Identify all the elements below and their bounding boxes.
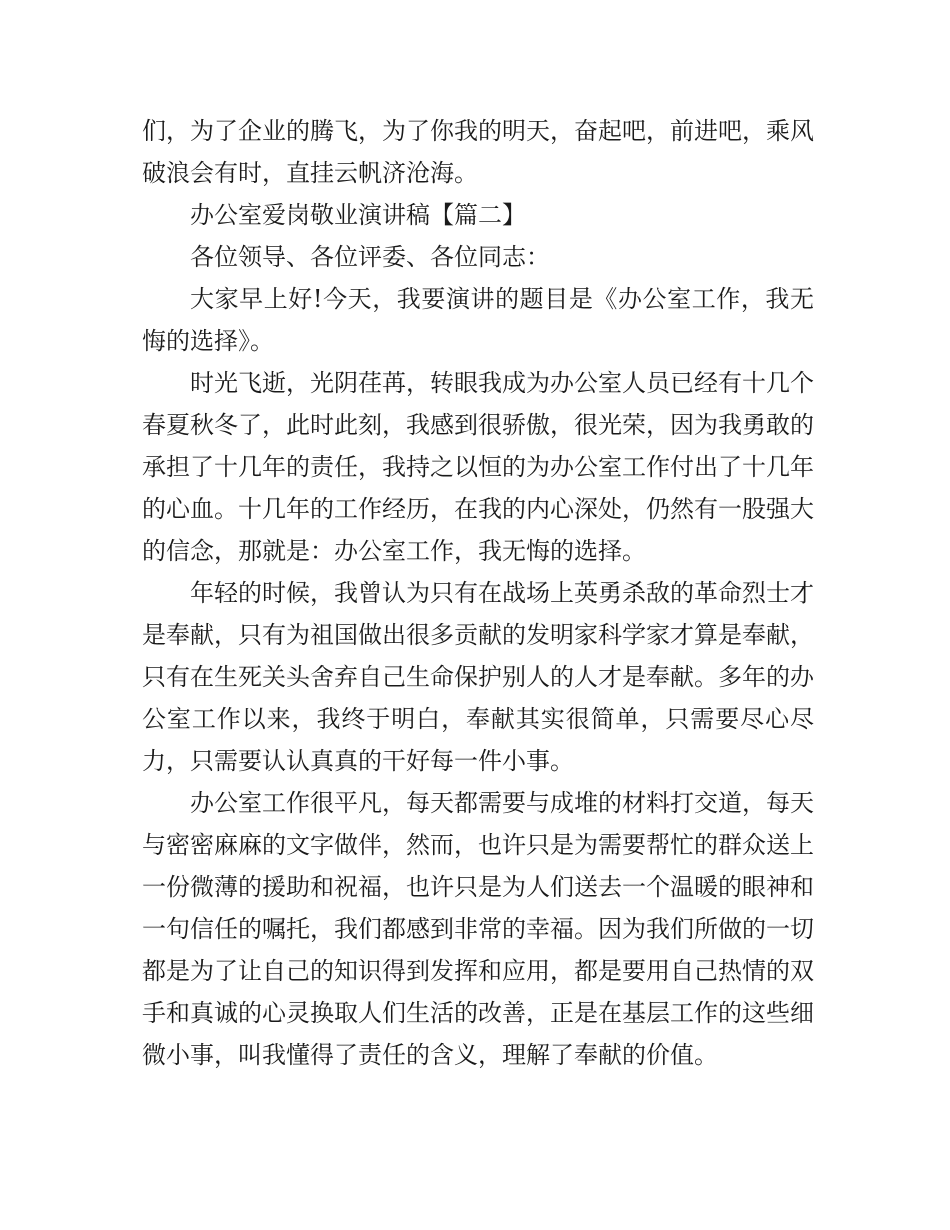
paragraph-body: 时光飞逝，光阴荏苒，转眼我成为办公室人员已经有十几个春夏秋冬了，此时此刻，我感到很骄傲，很光荣，因为我勇敢的承担了十几年的责任，我持之以恒的为办公室工作付出了十几年的心血。十几年的工作经历，在我的内心深处，仍然有一股强大的信念，那就是：办公室工作，我无悔的选择。 — [142, 369, 814, 565]
salutation: 各位领导、各位评委、各位同志： — [190, 243, 550, 271]
paragraph-body: 年轻的时候，我曾认为只有在战场上英勇杀敌的革命烈士才是奉献，只有为祖国做出很多贡献的发明家科学家才算是奉献，只有在生死关头舍弃自己生命保护别人的人才是奉献。多年的办公室工作以来，我终于明白，奉献其实很简单，只需要尽心尽力，只需要认认真真的干好每一件小事。 — [142, 579, 814, 775]
paragraph-continuation: 们，为了企业的腾飞，为了你我的明天，奋起吧，前进吧，乘风破浪会有时，直挂云帆济沧海。 — [142, 117, 814, 187]
document-body — [142, 110, 814, 1076]
paragraph-greeting: 大家早上好!今天，我要演讲的题目是《办公室工作，我无悔的选择》。 — [142, 285, 814, 355]
paragraph-body: 办公室工作很平凡，每天都需要与成堆的材料打交道，每天与密密麻麻的文字做伴，然而，也许只是为需要帮忙的群众送上一份微薄的援助和祝福，也许只是为人们送去一个温暖的眼神和一句信任的嘱托，我们都感到非常的幸福。因为我们所做的一切都是为了让自己的知识得到发挥和应用，都是要用自己热情的双手和真诚的心灵换取人们生活的改善，正是在基层工作的这些细微小事，叫我懂得了责任的含义，理解了奉献的价值。 — [142, 789, 814, 1069]
section-heading: 办公室爱岗敬业演讲稿【篇二】 — [190, 201, 526, 229]
